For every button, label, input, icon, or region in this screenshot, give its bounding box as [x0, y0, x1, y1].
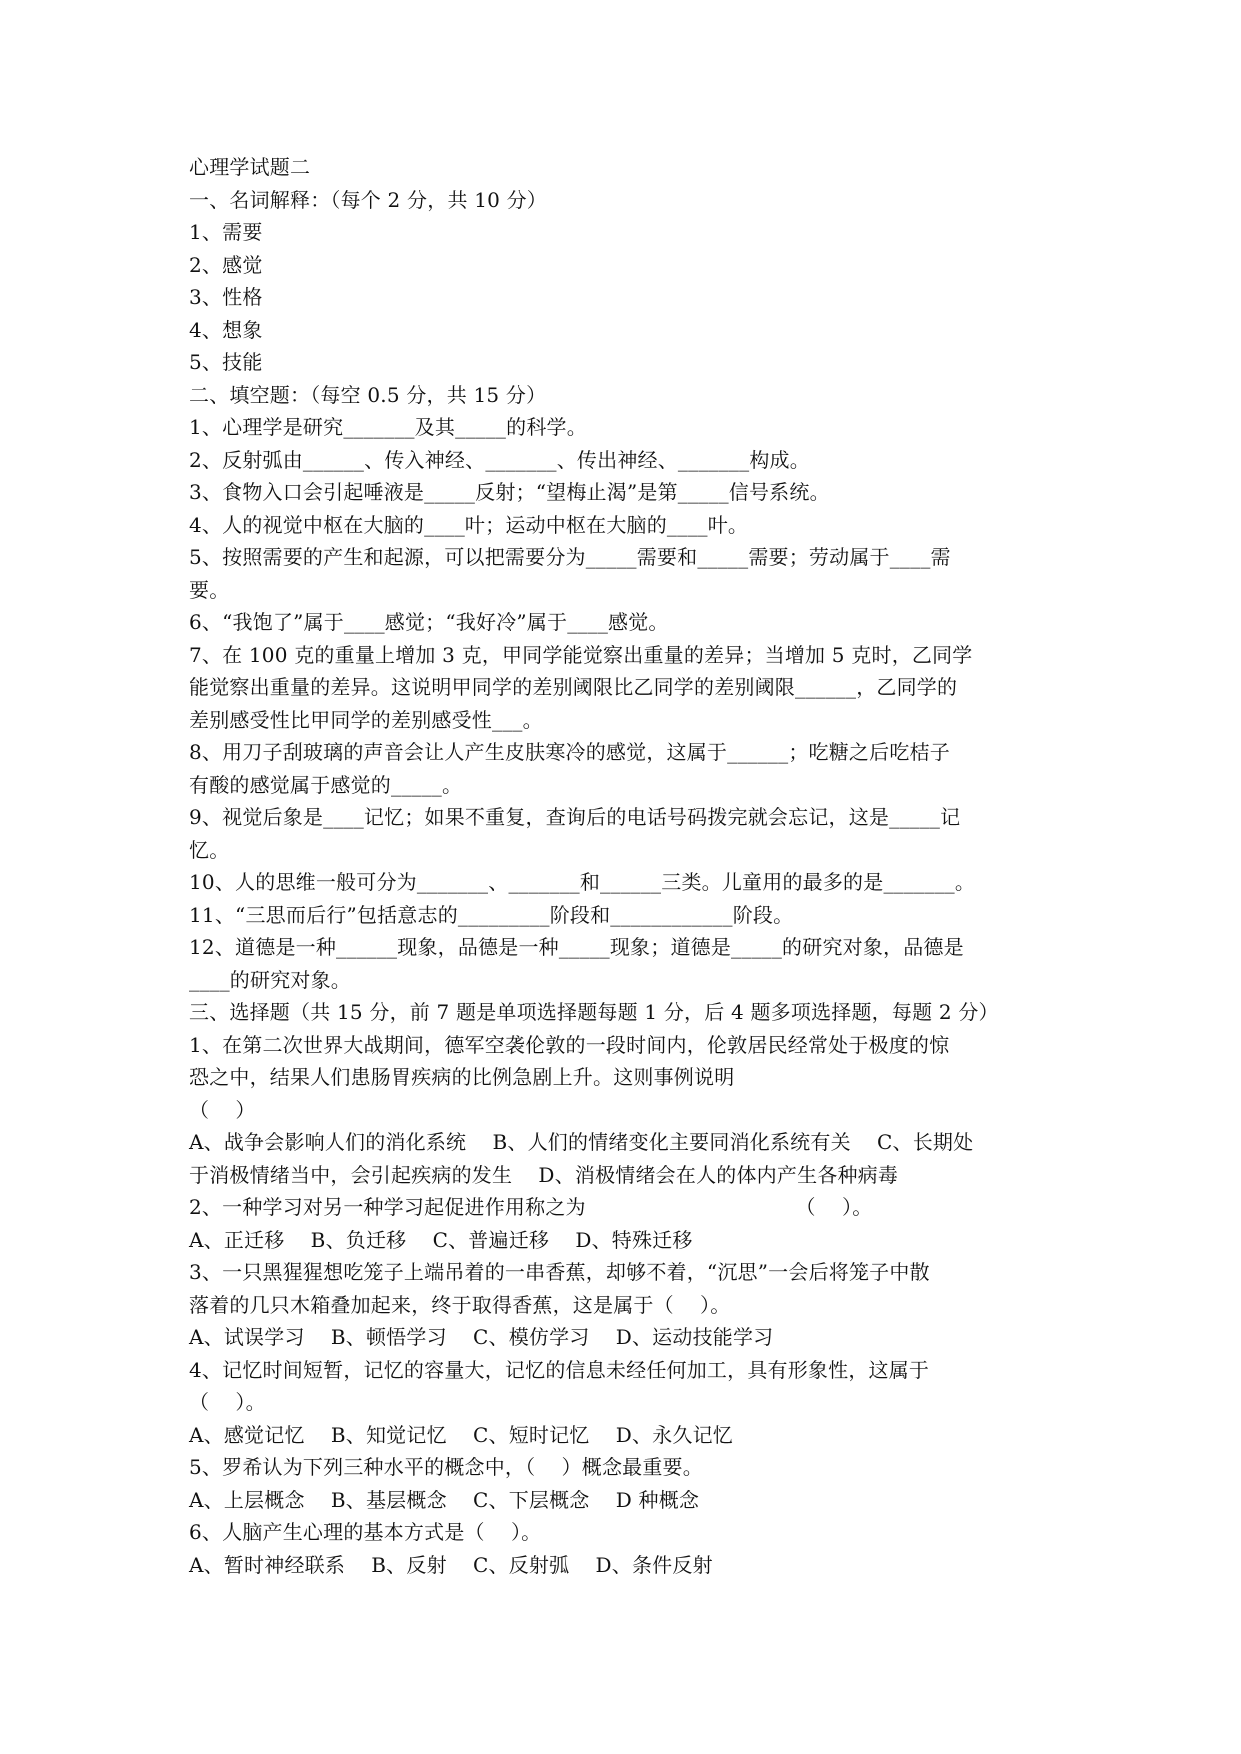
- fill-blank-line: 11、“三思而后行”包括意志的_________阶段和____________阶段。: [189, 902, 794, 927]
- fill-blank-line: 10、人的思维一般可分为_______、_______和______三类。儿童用的最多的是_______。: [189, 870, 976, 894]
- fill-blank-line: 7、在 100 克的重量上增加 3 克，甲同学能觉察出重量的差异；当增加 5 克时，乙同学: [189, 642, 973, 667]
- choice-question-line: 落着的几只木箱叠加起来，终于取得香蕉，这是属于（ ）。: [189, 1292, 731, 1317]
- choice-question-line: 2、一种学习对另一种学习起促进作用称之为 （ ）。: [189, 1195, 873, 1219]
- section1-heading: 一、名词解释：（每个 2 分，共 10 分）: [189, 187, 548, 212]
- choice-question-line: （ ）: [189, 1097, 256, 1122]
- choice-question-line: 4、记忆时间短暂，记忆的容量大，记忆的信息未经任何加工，具有形象性，这属于: [189, 1357, 930, 1382]
- fill-blank-line: 12、道德是一种______现象，品德是一种_____现象；道德是_____的研究对象，品德是: [189, 935, 964, 959]
- choice-options-line: A、感觉记忆 B、知觉记忆 C、短时记忆 D、永久记忆: [189, 1422, 733, 1447]
- choice-question-line: 恐之中，结果人们患肠胃疾病的比例急剧上升。这则事例说明: [189, 1065, 735, 1089]
- term-item: 1、需要: [189, 220, 263, 244]
- term-item: 2、感觉: [189, 252, 263, 277]
- term-item: 5、技能: [189, 350, 263, 374]
- fill-blank-line: 忆。: [189, 837, 230, 862]
- choice-options-line: A、战争会影响人们的消化系统 B、人们的情绪变化主要同消化系统有关 C、长期处: [189, 1130, 974, 1154]
- fill-blank-line: 1、心理学是研究_______及其_____的科学。: [189, 415, 587, 439]
- fill-blank-line: 有酸的感觉属于感觉的_____。: [189, 772, 463, 797]
- document-title: 心理学试题二: [189, 155, 311, 179]
- fill-blank-line: 9、视觉后象是____记忆；如果不重复，查询后的电话号码拨完就会忘记，这是_____记: [189, 805, 961, 829]
- fill-blank-line: 6、“我饱了”属于____感觉；“我好冷”属于____感觉。: [189, 610, 669, 634]
- choice-options-line: A、试误学习 B、顿悟学习 C、模仿学习 D、运动技能学习: [189, 1325, 774, 1349]
- choice-question-line: 1、在第二次世界大战期间，德军空袭伦敦的一段时间内，伦敦居民经常处于极度的惊: [189, 1032, 950, 1057]
- fill-blank-line: 差别感受性比甲同学的差别感受性___。: [189, 707, 543, 732]
- document-body: [189, 151, 1065, 1581]
- term-item: 3、性格: [189, 285, 263, 309]
- fill-blank-line: 能觉察出重量的差异。这说明甲同学的差别阈限比乙同学的差别阈限______，乙同学的: [189, 675, 958, 699]
- section2-heading: 二、填空题：（每空 0.5 分，共 15 分）: [189, 382, 547, 407]
- fill-blank-line: ____的研究对象。: [189, 967, 351, 992]
- fill-blank-line: 3、食物入口会引起唾液是_____反射；“望梅止渴”是第_____信号系统。: [189, 480, 830, 504]
- fill-blank-line: 4、人的视觉中枢在大脑的____叶；运动中枢在大脑的____叶。: [189, 512, 749, 537]
- choice-question-line: 5、罗希认为下列三种水平的概念中，（ ）概念最重要。: [189, 1455, 703, 1479]
- choice-question-line: 3、一只黑猩猩想吃笼子上端吊着的一串香蕉，却够不着，“沉思”一会后将笼子中散: [189, 1260, 930, 1284]
- fill-blank-line: 2、反射弧由______、传入神经、_______、传出神经、_______构成。: [189, 447, 810, 472]
- fill-blank-line: 5、按照需要的产生和起源，可以把需要分为_____需要和_____需要；劳动属于____需: [189, 545, 951, 569]
- choice-options-line: A、正迁移 B、负迁移 C、普遍迁移 D、特殊迁移: [189, 1227, 693, 1252]
- choice-options-line: A、暂时神经联系 B、反射 C、反射弧 D、条件反射: [189, 1552, 713, 1577]
- choice-options-line: A、上层概念 B、基层概念 C、下层概念 D 种概念: [189, 1487, 700, 1512]
- term-item: 4、想象: [189, 317, 263, 342]
- fill-blank-line: 8、用刀子刮玻璃的声音会让人产生皮肤寒冷的感觉，这属于______；吃糖之后吃桔子: [189, 740, 950, 764]
- choice-question-line: （ ）。: [189, 1390, 266, 1414]
- section3-heading: 三、选择题（共 15 分，前 7 题是单项选择题每题 1 分，后 4 题多项选择题，每题 2 分）: [189, 1000, 999, 1024]
- fill-blank-line: 要。: [189, 577, 230, 602]
- choice-options-line: 于消极情绪当中，会引起疾病的发生 D、消极情绪会在人的体内产生各种病毒: [189, 1162, 899, 1187]
- choice-question-line: 6、人脑产生心理的基本方式是（ ）。: [189, 1520, 542, 1544]
